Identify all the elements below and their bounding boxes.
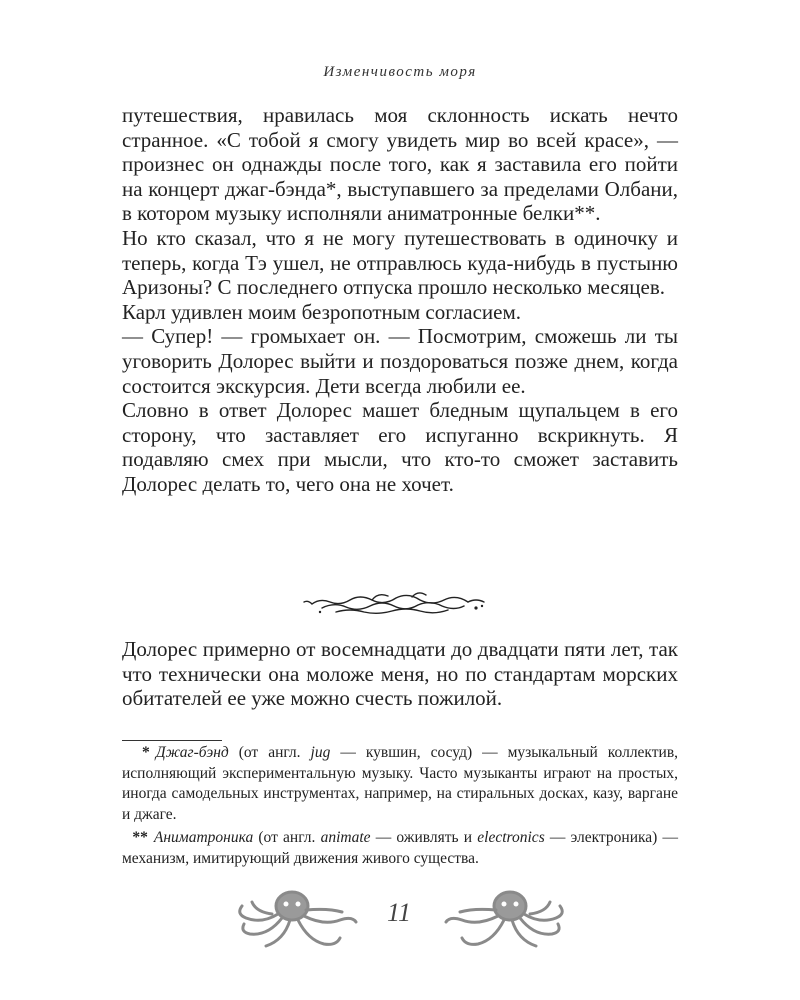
footnote-foreign: jug xyxy=(310,744,331,761)
paragraph: Словно в ответ Долорес машет бледным щупальцем в его сторону, что заставляет его испуганно вскрикнуть. Я подавляю смех при мысли, что кто-то сможет заставить Долорес делать то, чего она не хочет. xyxy=(122,398,678,496)
footnote-term: Аниматроника xyxy=(153,829,254,846)
running-head: Изменчивость моря xyxy=(323,64,477,80)
footnote-2 xyxy=(122,828,678,869)
body-text-after xyxy=(122,637,678,711)
footnote-text: (от англ. xyxy=(253,829,321,846)
paragraph: — Супер! — громыхает он. — Посмотрим, сможешь ли ты уговорить Долорес выйти и поздороваться позже днем, когда состоится экскурсия. Дети всегда любили ее. xyxy=(122,324,678,398)
footnote-text: — кувшин, сосуд) — музыкальный коллектив, исполняющий экспериментальную музыку. Часто музыканты играют на простых, иногда самодельных инструментах, например, на стиральных досках, казу, варгане и джаге. xyxy=(122,744,679,823)
footnote-foreign: animate xyxy=(320,829,371,846)
footnote-foreign: electronics xyxy=(477,829,545,846)
footnote-mark: * xyxy=(141,744,150,761)
footnotes xyxy=(122,743,678,869)
footnote-1 xyxy=(122,743,678,825)
footnote-text: (от англ. xyxy=(228,744,311,761)
footnote-rule xyxy=(122,740,222,741)
footnote-mark: ** xyxy=(132,829,148,846)
paragraph: Карл удивлен моим безропотным согласием. xyxy=(122,299,521,324)
footnote-text: — электроника) — механизм, имитирующий движения живого существа. xyxy=(122,829,679,867)
paragraph: Но кто сказал, что я не могу путешествовать в одиночку и теперь, когда Тэ ушел, не отправлюсь куда-нибудь в пустыню Аризоны? С последнего отпуска прошло несколько месяцев. xyxy=(122,225,678,300)
page-number: 11 xyxy=(386,898,412,927)
footnote-term: Джаг-бэнд xyxy=(155,744,229,761)
footnote-text: — оживлять и xyxy=(370,829,478,846)
body-text-top xyxy=(122,103,678,497)
paragraph: Долорес примерно от восемнадцати до двадцати пяти лет, так что технически она моложе меня, но по стандартам морских обитателей ее уже можно счесть пожилой. xyxy=(122,637,678,711)
paragraph: путешествия, нравилась моя склонность искать нечто странное. «С тобой я смогу увидеть мир во всей красе», — произнес он однажды после того, как я заставила его пойти на концерт джаг-бэнда*, выступавшего за пределами Олбани, в котором музыку исполняли аниматронные белки**. xyxy=(122,103,678,226)
wave-ornament-icon xyxy=(300,588,500,618)
